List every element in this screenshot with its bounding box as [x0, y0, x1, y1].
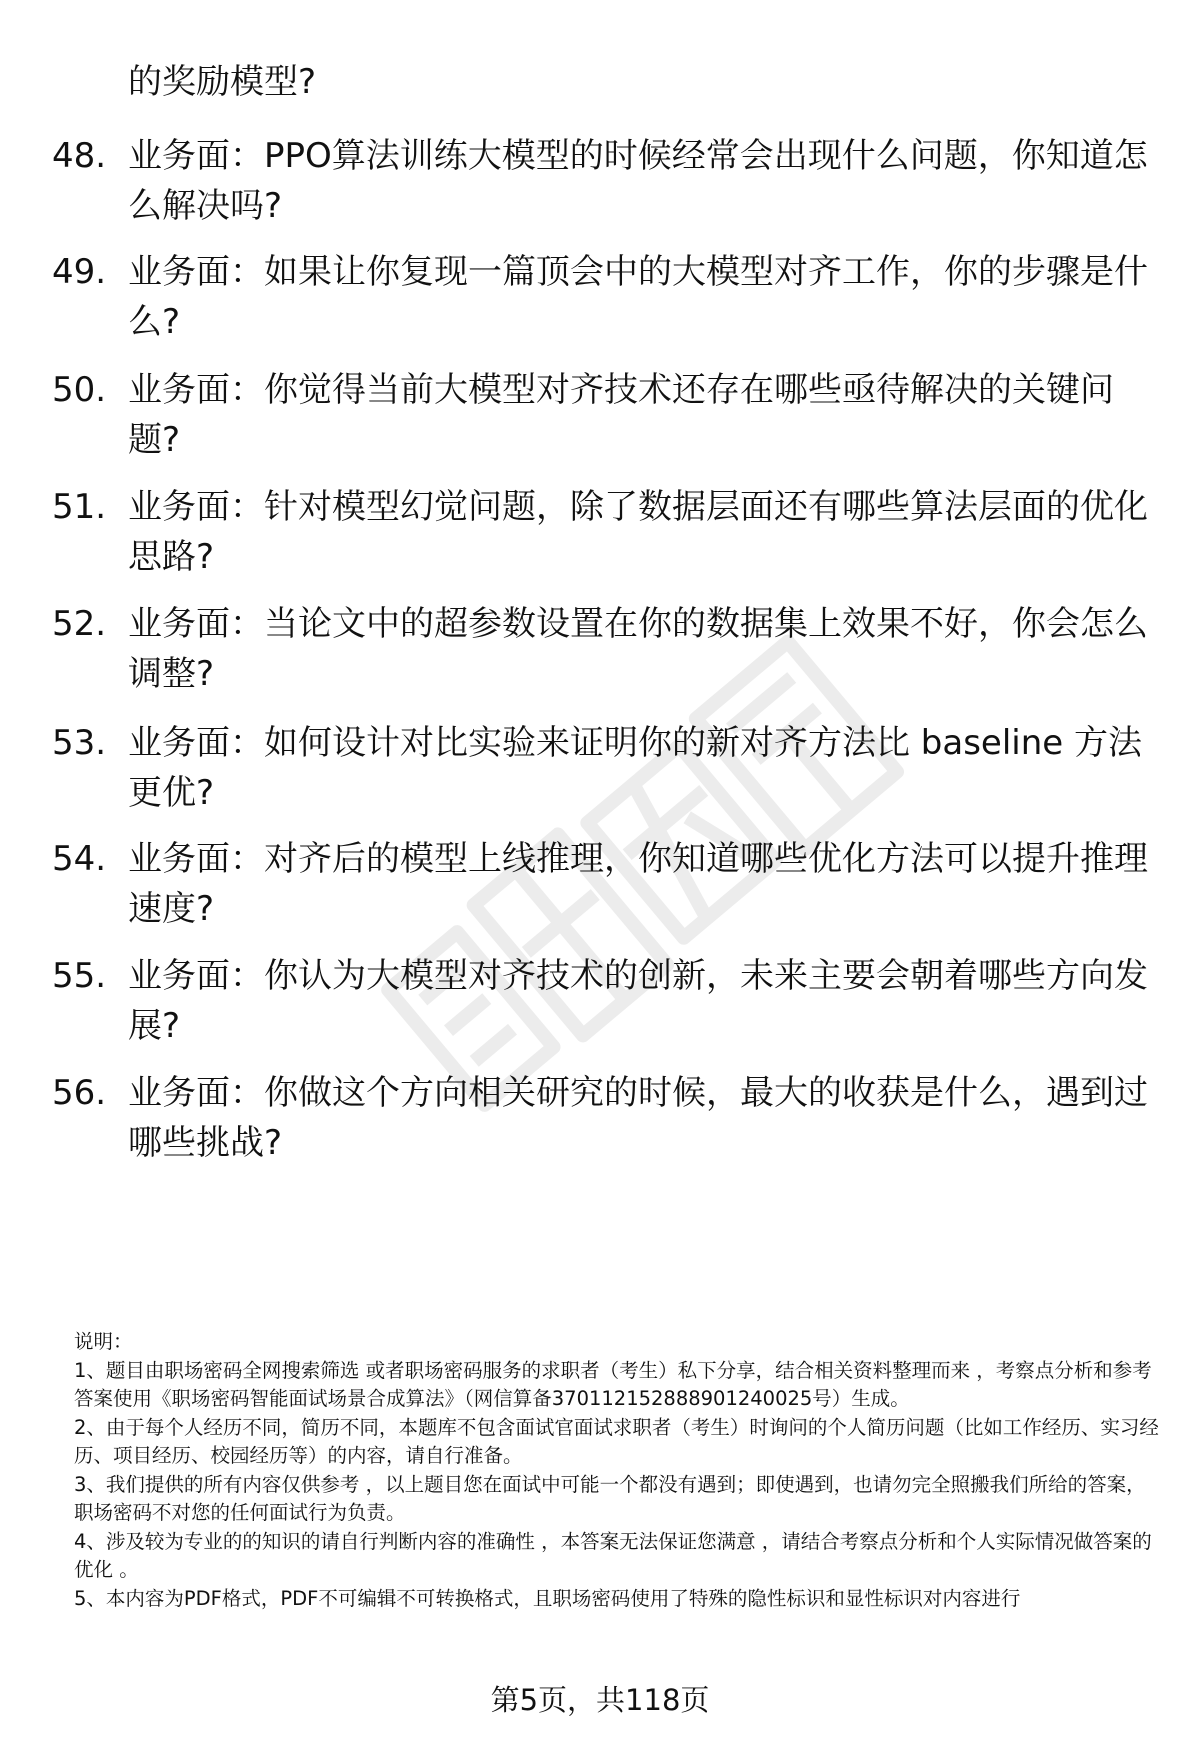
question-number: 50. [52, 370, 107, 410]
list-item [52, 131, 1162, 231]
list-item [52, 247, 1162, 347]
question-text: 业务面：如果让你复现一篇顶会中的大模型对齐工作，你的步骤是什么? [128, 252, 1148, 342]
question-text: 业务面：你觉得当前大模型对齐技术还存在哪些亟待解决的关键问题? [128, 370, 1114, 460]
page-footer [0, 1680, 1200, 1720]
question-text: 业务面：针对模型幻觉问题，除了数据层面还有哪些算法层面的优化思路? [128, 487, 1148, 577]
question-text: 业务面：PPO算法训练大模型的时候经常会出现什么问题，你知道怎么解决吗? [128, 136, 1148, 226]
question-number: 49. [52, 252, 107, 292]
note-item: 3、我们提供的所有内容仅供参考 ，以上题目您在面试中可能一个都没有遇到；即使遇到，也请勿完全照搬我们所给的答案，职场密码不对您的任何面试行为负责。 [74, 1472, 1146, 1524]
page-number-label: 第5页，共118页 [490, 1683, 710, 1717]
notes-heading: 说明： [74, 1330, 133, 1353]
list-item [52, 599, 1162, 699]
list-item [52, 834, 1162, 934]
list-item [52, 365, 1162, 465]
question-number: 54. [52, 839, 107, 879]
note-item: 4、涉及较为专业的的知识的请自行判断内容的准确性 ，本答案无法保证您满意 ，请结合考察点分析和个人实际情况做答案的优化 。 [74, 1529, 1152, 1581]
question-number: 56. [52, 1073, 107, 1113]
question-number: 51. [52, 487, 107, 527]
question-number: 55. [52, 956, 107, 996]
question-text: 业务面：如何设计对比实验来证明你的新对齐方法比 baseline 方法更优? [128, 723, 1143, 813]
list-item [52, 482, 1162, 582]
note-item: 5、本内容为PDF格式，PDF不可编辑不可转换格式，且职场密码使用了特殊的隐性标识和显性标识对内容进行 [74, 1586, 1021, 1610]
question-text: 业务面：当论文中的超参数设置在你的数据集上效果不好，你会怎么调整? [128, 604, 1148, 694]
note-item: 1、题目由职场密码全网搜索筛选 或者职场密码服务的求职者（考生）私下分享，结合相关资料整理而来 ，考察点分析和参考答案使用《职场密码智能面试场景合成算法》（网信算备370112152888901240025号）生成。 [74, 1358, 1152, 1410]
list-item [52, 1068, 1162, 1168]
question-number: 48. [52, 136, 107, 176]
continuation-line: 的奖励模型? [128, 62, 317, 102]
list-item [52, 951, 1162, 1051]
notes-section [74, 1328, 1164, 1613]
question-number: 53. [52, 723, 107, 763]
question-text: 业务面：你做这个方向相关研究的时候，最大的收获是什么，遇到过哪些挑战? [128, 1073, 1148, 1163]
question-number: 52. [52, 604, 107, 644]
question-text: 业务面：对齐后的模型上线推理，你知道哪些优化方法可以提升推理速度? [128, 839, 1148, 929]
note-item: 2、由于每个人经历不同，简历不同，本题库不包含面试官面试求职者（考生）时询问的个人简历问题（比如工作经历、实习经历、项目经历、校园经历等）的内容，请自行准备。 [74, 1415, 1159, 1467]
list-item [52, 718, 1162, 818]
question-text: 业务面：你认为大模型对齐技术的创新，未来主要会朝着哪些方向发展? [128, 956, 1148, 1046]
